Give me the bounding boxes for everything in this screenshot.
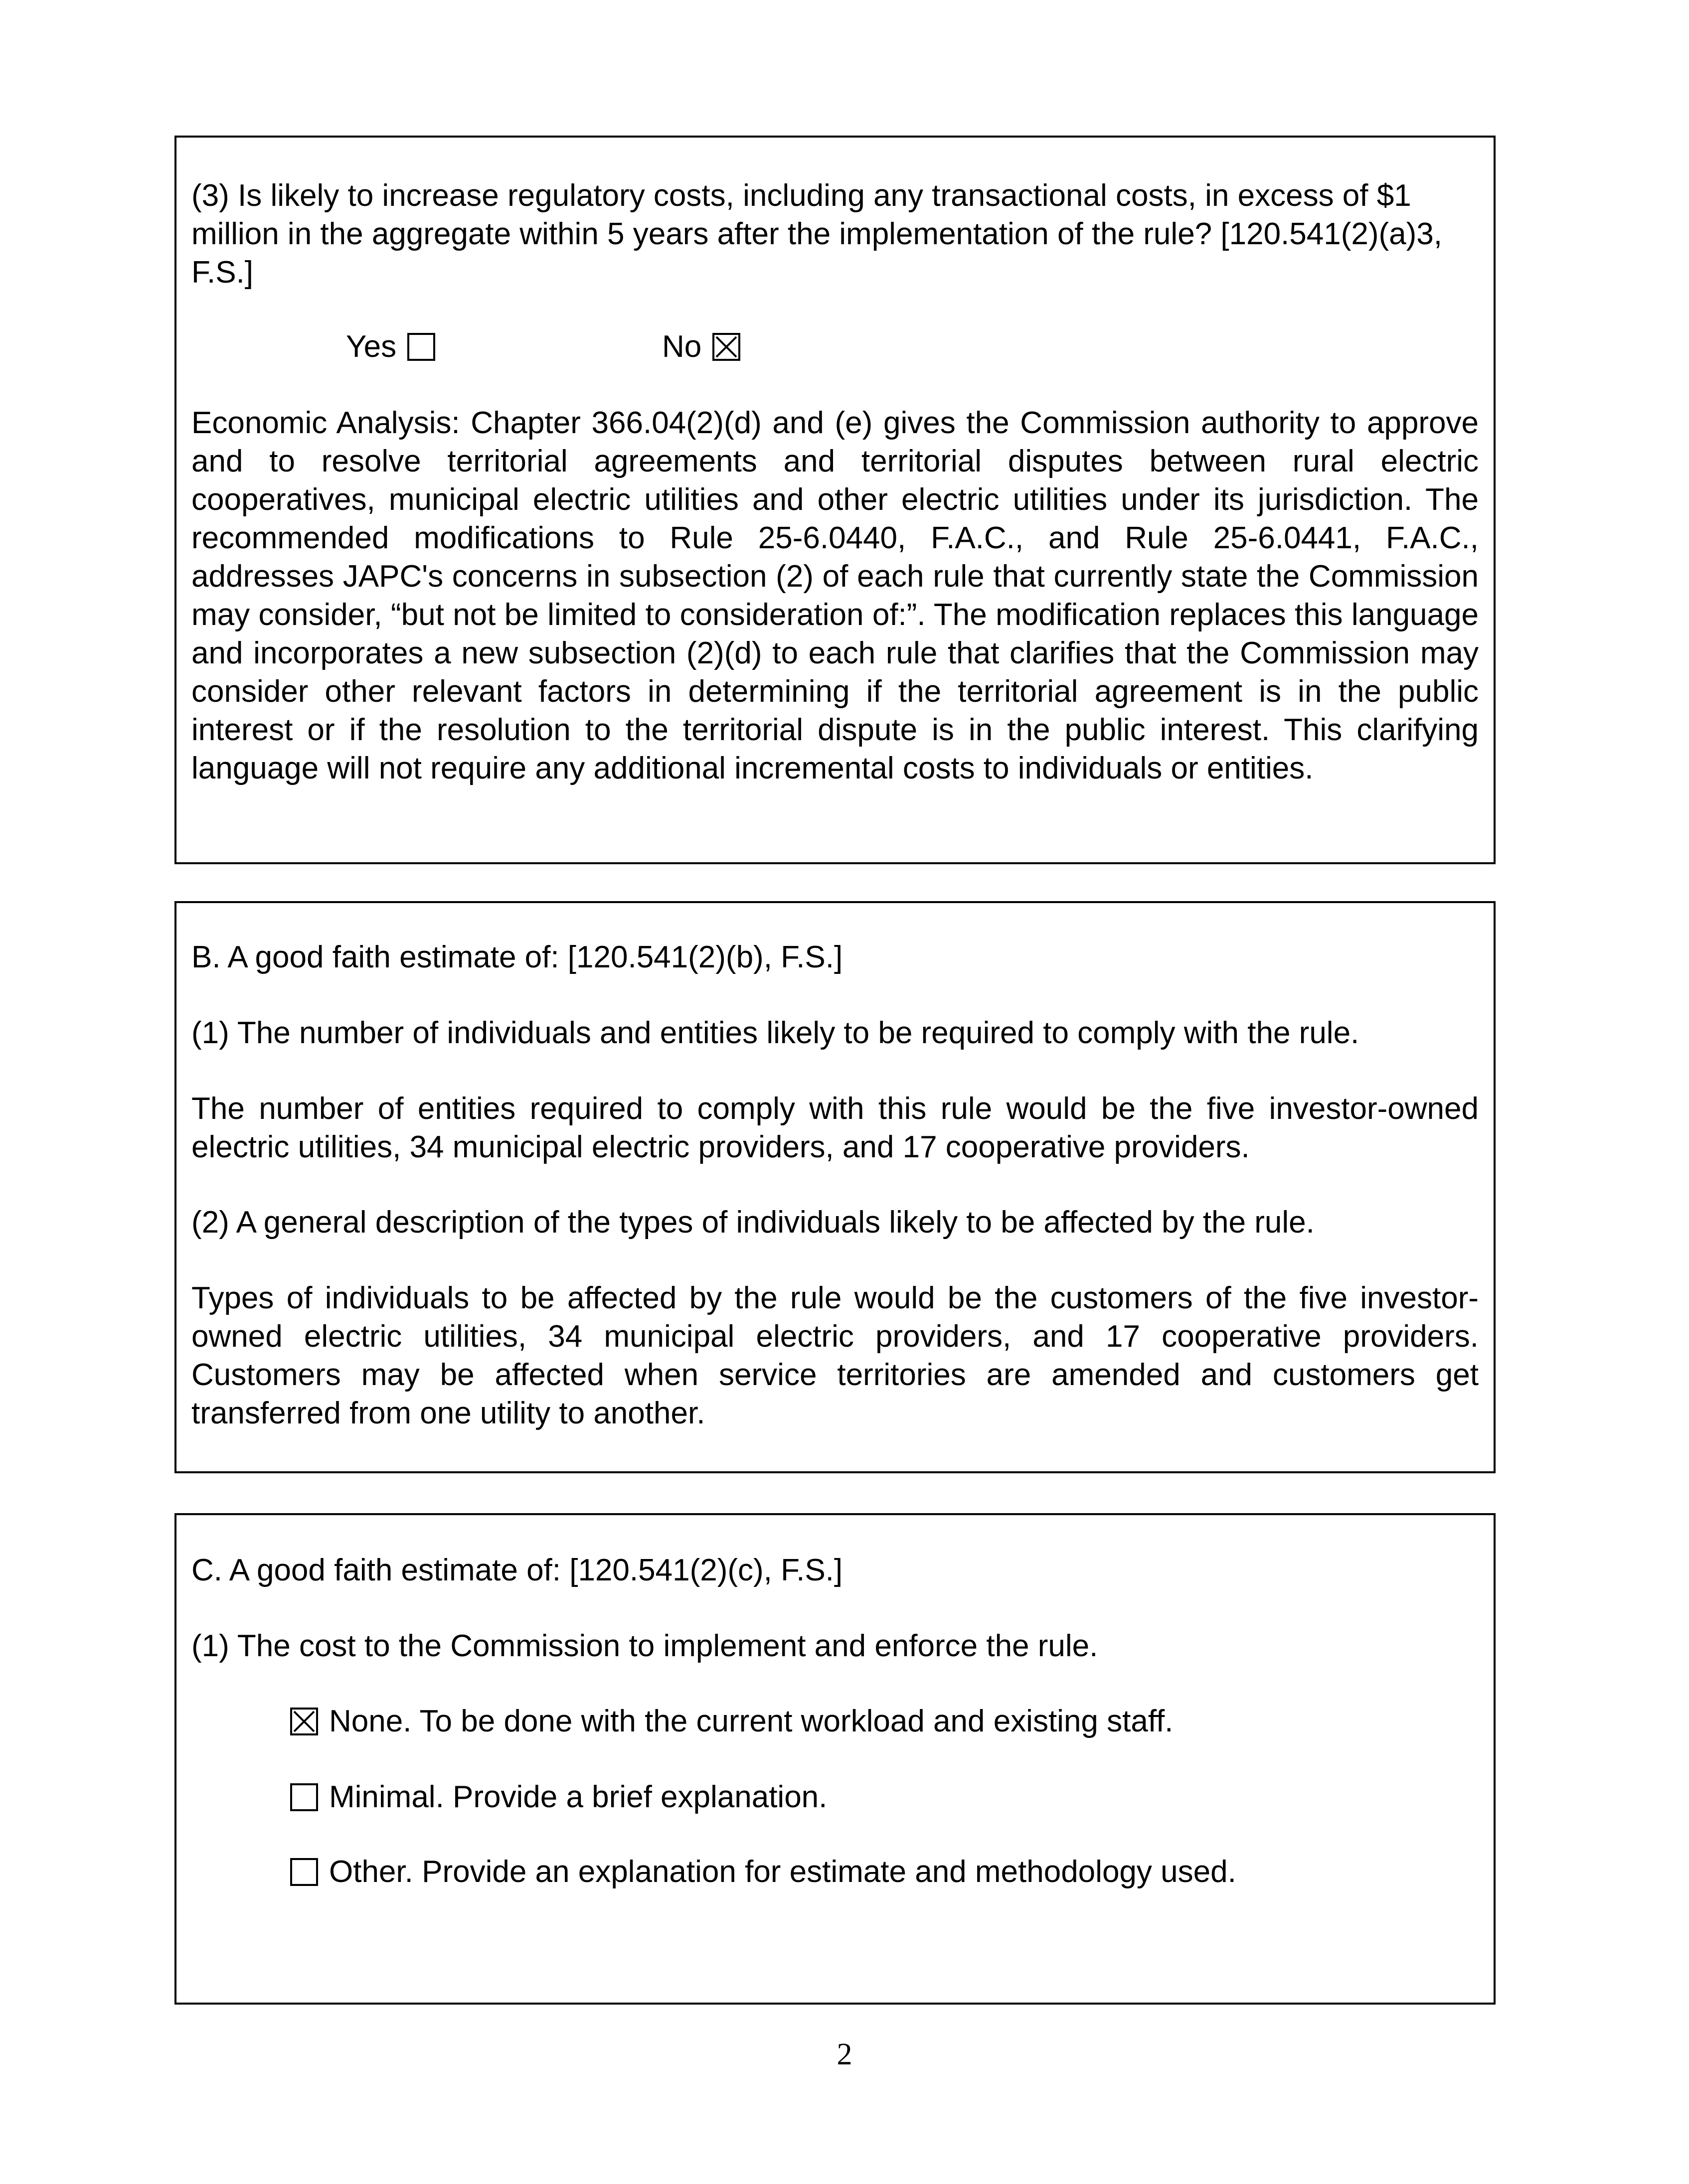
minimal-option-label: Minimal. Provide a brief explanation. [329,1780,828,1814]
yes-option[interactable] [346,327,435,367]
no-option[interactable] [662,327,740,367]
minimal-checkbox[interactable] [290,1783,318,1811]
none-checkbox[interactable] [290,1708,318,1735]
economic-analysis-text: Economic Analysis: Chapter 366.04(2)(d) and (e) gives the Commission authority to approve and to resolve territorial agreements and territorial disputes between rural electric cooperatives, municipal electric utilities and other electric utilities under its jurisdiction. The recommended modifications to Rule 25-6.0440, F.A.C., and Rule 25-6.0441, F.A.C., addresses JAPC's concerns in subsection (2) of each rule that currently state the Commission may consider, “but not be limited to consideration of:”. The modification replaces this language and incorporates a new subsection (2)(d) to each rule that clarifies that the Commission may consider other relevant factors in determining if the territorial agreement is in the public interest or if the resolution to the territorial dispute is in the public interest. This clarifying language will not require any additional incremental costs to individuals or entities. [191,406,1479,785]
section-c-heading: C. A good faith estimate of: [120.541(2)(c), F.S.] [191,1553,843,1587]
question-text: (3) Is likely to increase regulatory costs, including any transactional costs, in excess of $1 million in the aggregate within 5 years after the implementation of the rule? [120.541(2)(a)3, F.S.] [191,178,1442,290]
other-option-label: Other. Provide an explanation for estimate and methodology used. [329,1855,1236,1889]
section-c-box [174,1513,1496,2005]
section-b-item-2: (2) A general description of the types of individuals likely to be affected by the rule. [191,1205,1315,1240]
section-b-answer-2: Types of individuals to be affected by the rule would be the customers of the five investor-owned electric utilities, 34 municipal electric providers, and 17 cooperative providers. Customers may be affected when service territories are amended and customers get transferred from one utility to another. [191,1281,1479,1430]
section-b-box [174,901,1496,1473]
option-minimal-row[interactable] [290,1777,827,1817]
no-checkbox[interactable] [712,333,740,361]
option-none-row[interactable] [290,1702,1173,1741]
section-b-item-1: (1) The number of individuals and entities likely to be required to comply with the rule. [191,1016,1359,1050]
option-other-row[interactable] [290,1852,1236,1892]
page-number: 2 [837,2037,852,2071]
section-a-box [174,136,1496,864]
other-checkbox[interactable] [290,1858,318,1886]
yes-checkbox[interactable] [407,333,435,361]
yes-no-row [176,327,1494,367]
section-b-heading: B. A good faith estimate of: [120.541(2)(b), F.S.] [191,940,843,974]
no-label: No [662,329,702,364]
none-option-label: None. To be done with the current workload and existing staff. [329,1704,1174,1738]
section-c-item-1: (1) The cost to the Commission to implement and enforce the rule. [191,1629,1098,1663]
section-b-answer-1: The number of entities required to comply with this rule would be the five investor-owned electric utilities, 34 municipal electric providers, and 17 cooperative providers. [191,1092,1479,1164]
yes-label: Yes [346,329,397,364]
